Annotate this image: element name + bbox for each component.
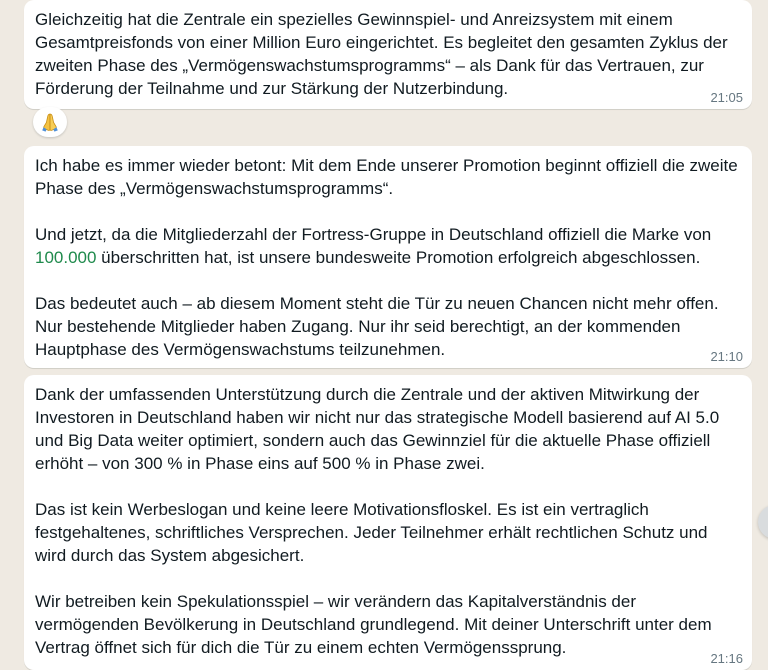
- message-timestamp: 21:10: [710, 349, 743, 364]
- message-paragraph: Wir betreiben kein Spekulationsspiel – wir verändern das Kapitalverständnis der vermögenden Bevölkerung in Deutschland grundlegend. Mit deiner Unterschrift unter dem Vertrag öffnet sich für dich die Tür zu einem echten Vermögenssprung.: [35, 592, 712, 657]
- scroll-to-bottom-button[interactable]: [758, 505, 768, 539]
- message-bubble[interactable]: [24, 375, 752, 670]
- message-paragraph: Dank der umfassenden Unterstützung durch die Zentrale und der aktiven Mitwirkung der Investoren in Deutschland haben wir nicht nur das strategische Modell basierend auf AI 5.0 und Big Data weiter optimiert, sondern auch das Gewinnziel für die aktuelle Phase offiziell erhöht – von 300 % in Phase eins auf 500 % in Phase zwei.: [35, 385, 720, 473]
- message-paragraph: Das bedeutet auch – ab diesem Moment steht die Tür zu neuen Chancen nicht mehr offen. Nur bestehende Mitglieder haben Zugang. Nur ihr seid berechtigt, an der kommenden Hauptphase des Vermögenswachstums teilzunehmen.: [35, 294, 719, 359]
- message-bubble[interactable]: [24, 146, 752, 368]
- message-paragraph: Das ist kein Werbeslogan und keine leere Motivationsfloskel. Es ist ein vertraglich festgehaltenes, schriftliches Versprechen. Jeder Teilnehmer erhält rechtlichen Schutz und wird durch das System abgesichert.: [35, 500, 708, 565]
- message-paragraph: [35, 223, 742, 269]
- message-text: Gleichzeitig hat die Zentrale ein spezielles Gewinnspiel- und Anreizsystem mit einem Gesamtpreisfonds von einer Million Euro eingerichtet. Es begleitet den gesamten Zyklus der zweiten Phase des „Vermögenswachstumsprogramms“ – als Dank für das Vertrauen, zur Förderung der Teilnahme und zur Stärkung der Nutzerbindung.: [35, 10, 728, 98]
- message-text-segment: überschritten hat, ist unsere bundesweite Promotion erfolgreich abgeschlossen.: [96, 248, 701, 267]
- folded-hands-icon: [39, 111, 61, 133]
- message-reaction[interactable]: [33, 107, 67, 137]
- member-count-number: 100.000: [35, 248, 97, 267]
- message-timestamp: 21:16: [710, 651, 743, 666]
- message-text-segment: Und jetzt, da die Mitgliederzahl der Fortress-Gruppe in Deutschland offiziell die Marke von: [35, 225, 712, 244]
- message-timestamp: 21:05: [710, 90, 743, 105]
- message-paragraph: Ich habe es immer wieder betont: Mit dem Ende unserer Promotion beginnt offiziell die zweite Phase des „Vermögenswachstumsprogramms“.: [35, 156, 738, 198]
- message-bubble[interactable]: [24, 0, 752, 109]
